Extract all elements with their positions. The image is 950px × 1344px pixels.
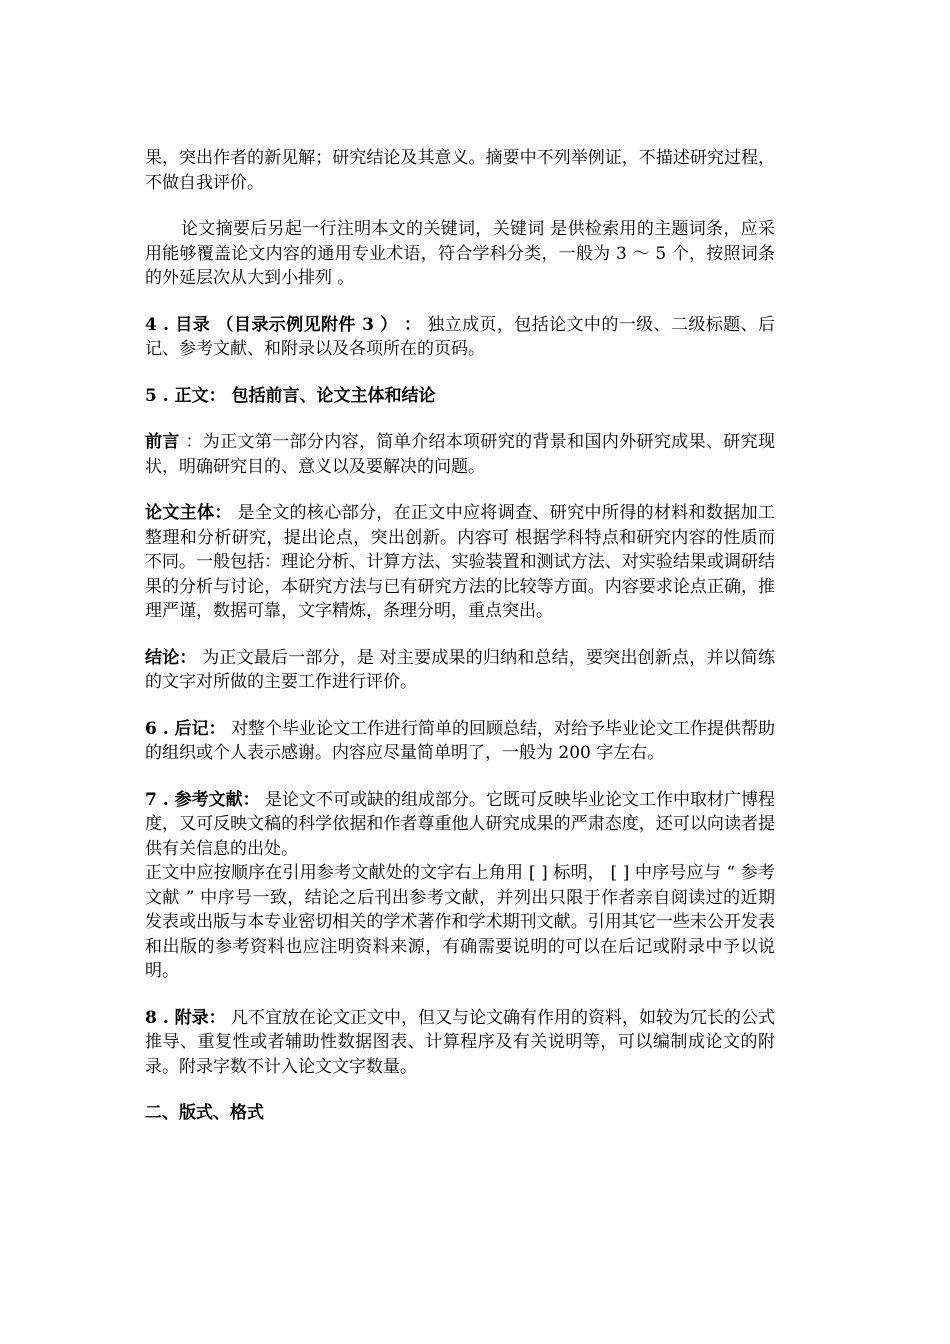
appendix-paragraph — [145, 1006, 775, 1080]
conclusion-paragraph — [145, 646, 775, 695]
conclusion-label: 结论： — [145, 647, 197, 668]
appendix-text: 凡不宜放在论文正文中，但又与论文确有作用的资料，如较为冗长的公式推导、重复性或者辅助性数据图表、计算程序及有关说明等，可以编制成论文的附录。附录字数不计入论文文字数量。 — [145, 1007, 775, 1077]
references-citation-paragraph: 正文中应按顺序在引用参考文献处的文字右上角用 [ ] 标明， [ ] 中序号应与 “ 参考文献 ” 中序号一致，结论之后刊出参考文献，并列出只限于作者亲自阅读过的近期发表或出版与本专业密切相关的学术著作和学术期刊文献。引用其它一些未公开发表和出版的参考资料也应注明资料来源，有确需要说明的可以在后记或附录中予以说明。 — [145, 863, 775, 981]
preface-paragraph — [145, 430, 775, 479]
abstract-continuation-paragraph: 果，突出作者的新见解；研究结论及其意义。摘要中不列举例证，不描述研究过程，不做自我评价。 — [145, 148, 775, 193]
postscript-text: 对整个毕业论文工作进行简单的回顾总结，对给予毕业论文工作提供帮助的组织或个人表示感谢。内容应尽量简单明了，一般为 200 字左右。 — [145, 718, 775, 763]
appendix-label: 8 . 附录： — [145, 1007, 226, 1028]
references-paragraph — [145, 788, 775, 862]
preface-text: ：为正文第一部分内容，简单介绍本项研究的背景和国内外研究成果、研究现状，明确研究目的、意义以及要解决的问题。 — [145, 432, 775, 477]
keywords-paragraph: 论文摘要后另起一行注明本文的关键词，关键词 是供检索用的主题词条，应采用能够覆盖论文内容的通用专业术语，符合学科分类，一般为 3 ～ 5 个，按照词条的外延层次从大到小排列 。 — [145, 219, 775, 288]
toc-item-label: 4 . 目录 （目录示例见附件 3 ） ： — [145, 314, 422, 335]
main-body-heading: 5 . 正文： 包括前言、论文主体和结论 — [145, 385, 436, 406]
document-page — [145, 146, 775, 1148]
conclusion-text: 为正文最后一部分，是 对主要成果的归纳和总结，要突出创新点，并以简练的文字对所做的主要工作进行评价。 — [145, 647, 776, 692]
references-text: 是论文不可或缺的组成部分。它既可反映毕业论文工作中取材广博程度，又可反映文稿的科学依据和作者尊重他人研究成果的严肃态度，还可以向读者提供有关信息的出处。 — [145, 789, 775, 859]
thesis-body-label: 论文主体： — [145, 503, 232, 523]
section-two-heading: 二、版式、格式 — [145, 1103, 264, 1123]
preface-label: 前言 — [145, 432, 180, 452]
thesis-body-paragraph — [145, 501, 775, 624]
postscript-paragraph — [145, 717, 775, 766]
toc-item-paragraph — [145, 313, 775, 362]
thesis-body-text: 是全文的核心部分，在正文中应将调查、研究中所得的材料和数据加工整理和分析研究，提出论点，突出创新。内容可 根据学科特点和研究内容的性质而不同。一般包括：理论分析、计算方法、实验装置和测试方法、对实验结果或调研结果的分析与讨论，本研究方法与已有研究方法的比较等方面。内容要求论点正确，推理严谨，数据可靠，文字精炼，条理分明，重点突出。 — [145, 503, 775, 621]
postscript-label: 6 . 后记： — [145, 718, 226, 739]
references-label: 7 . 参考文献： — [145, 789, 260, 810]
toc-item-text: 独立成页，包括论文中的一级、二级标题、后记、参考文献、和附录以及各项所在的页码。 — [145, 314, 775, 359]
